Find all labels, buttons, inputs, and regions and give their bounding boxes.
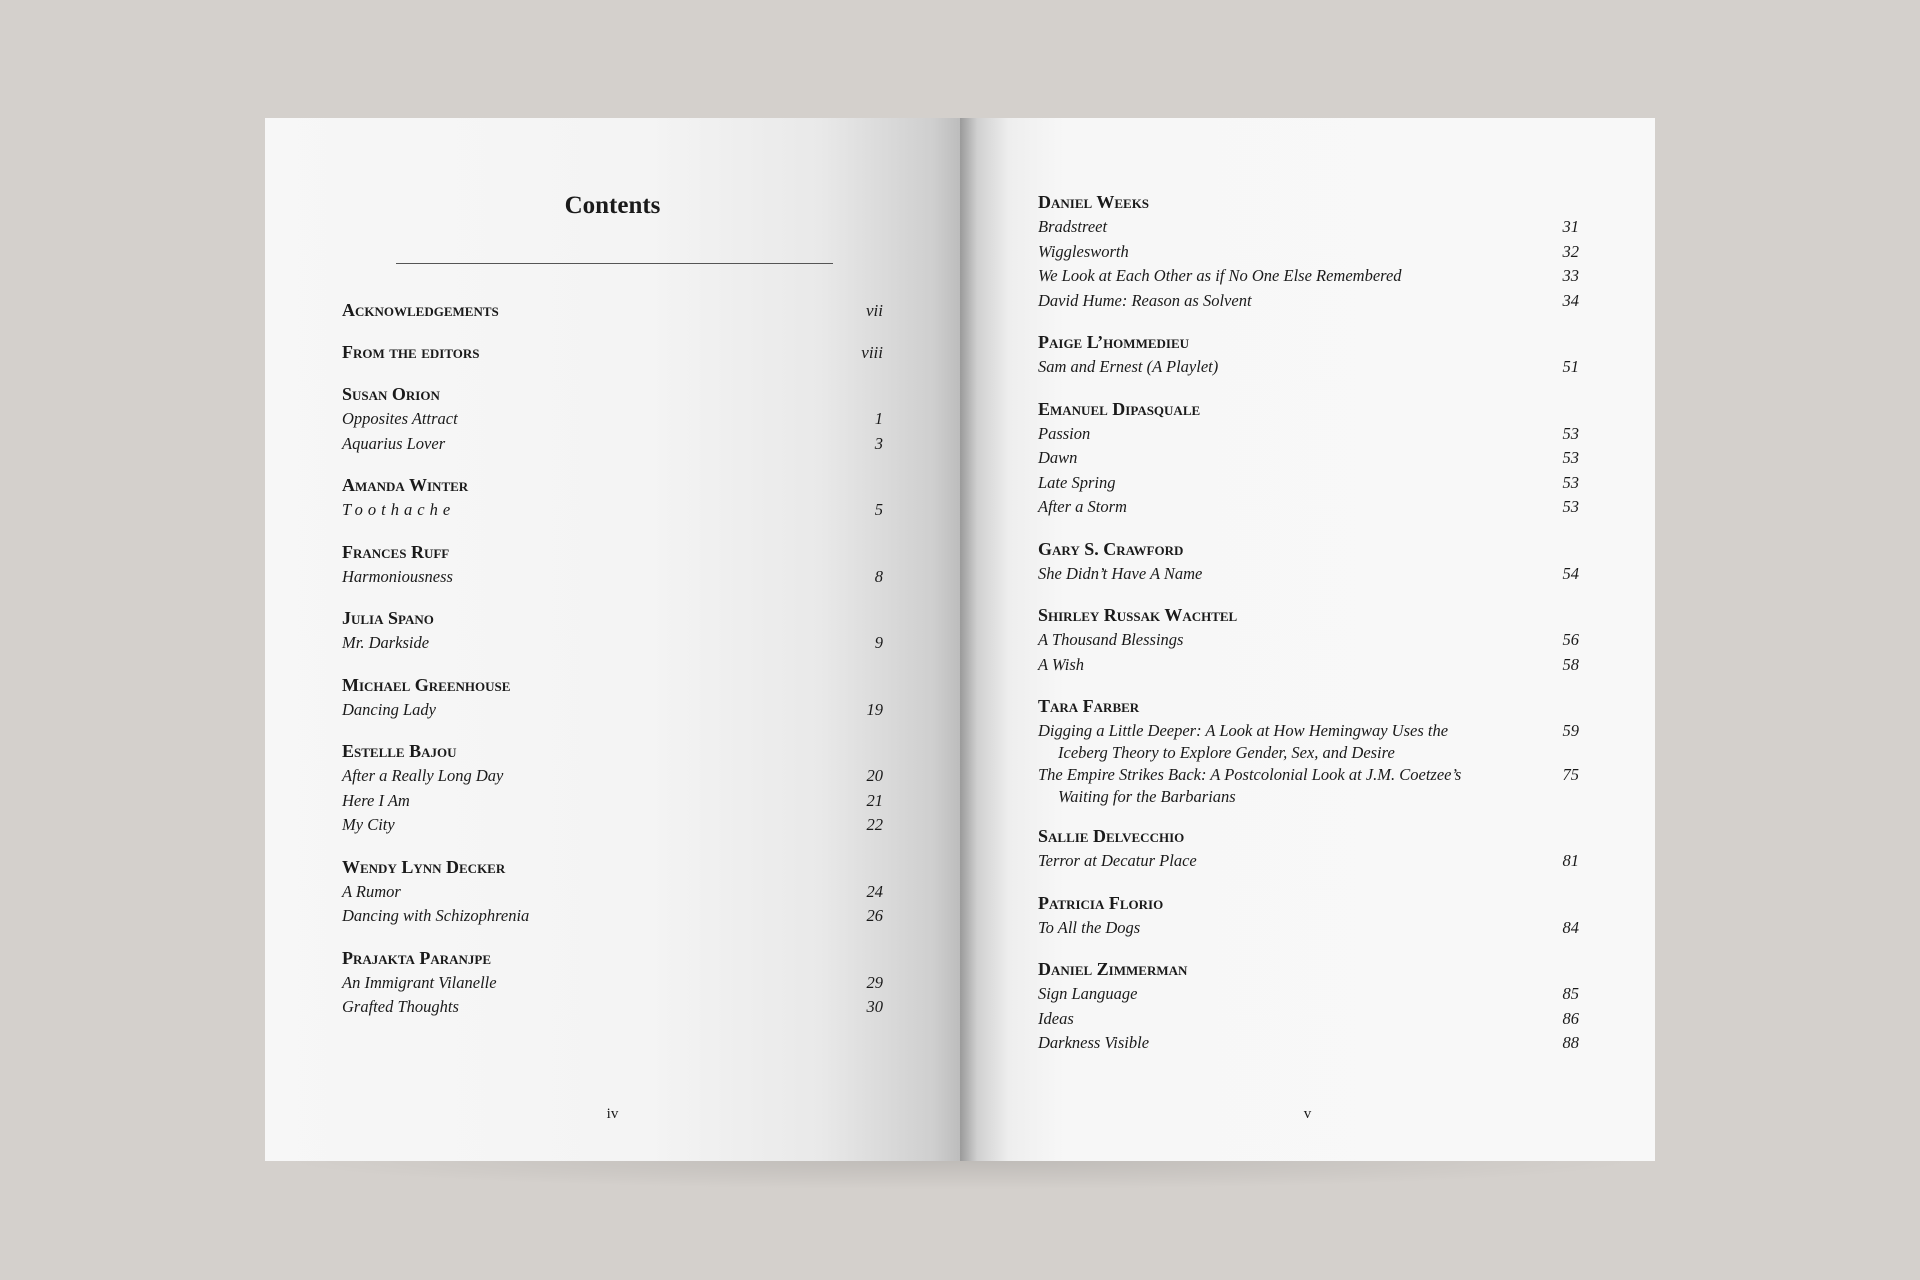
author-heading xyxy=(1038,891,1581,916)
page-ref: 32 xyxy=(1562,241,1579,261)
entry-title-line: Grafted Thoughts xyxy=(342,997,459,1016)
entry-title xyxy=(342,971,497,996)
author-heading xyxy=(342,946,885,971)
author-heading xyxy=(1038,603,1581,628)
toc-section xyxy=(342,739,885,838)
toc-entry xyxy=(342,789,885,814)
entry-title xyxy=(1038,264,1402,289)
right-page xyxy=(960,118,1655,1161)
entry-title-line: A Rumor xyxy=(342,881,401,901)
page-ref: 85 xyxy=(1562,984,1579,1003)
page-ref: 8 xyxy=(874,566,883,586)
page-ref: 53 xyxy=(1562,423,1579,443)
entry-title xyxy=(1038,653,1084,678)
page-ref: 1 xyxy=(874,409,883,428)
toc-section xyxy=(342,298,885,323)
page-ref: 34 xyxy=(1562,290,1579,310)
entry-title xyxy=(342,432,445,457)
entry-title xyxy=(342,789,410,814)
toc-section xyxy=(342,473,885,523)
toc-section xyxy=(1038,537,1581,587)
toc-entry xyxy=(1038,422,1581,447)
toc-entry xyxy=(1038,982,1581,1007)
page-ref: viii xyxy=(861,343,883,362)
toc-entry xyxy=(1038,719,1581,763)
page-ref: 29 xyxy=(866,972,883,992)
author-name: From the editors xyxy=(342,342,480,362)
page-ref: 30 xyxy=(866,997,883,1016)
toc-entry xyxy=(1038,1007,1581,1032)
author-heading xyxy=(1038,190,1581,215)
author-heading xyxy=(1038,957,1581,982)
entry-title-line: Aquarius Lover xyxy=(342,433,446,453)
left-page xyxy=(265,118,960,1161)
toc-section xyxy=(342,606,885,656)
toc-entry xyxy=(342,407,885,432)
toc-section xyxy=(342,540,885,590)
entry-title-line: Sign Language xyxy=(1038,984,1138,1003)
author-heading xyxy=(342,473,885,498)
entry-title-line: A Thousand Blessings xyxy=(1038,630,1184,649)
entry-title xyxy=(342,565,453,590)
entry-title xyxy=(342,407,458,432)
author-heading xyxy=(1038,537,1581,562)
author-name: Prajakta Paranjpe xyxy=(342,947,492,968)
entry-title xyxy=(1038,982,1137,1007)
author-name: Julia Spano xyxy=(342,608,434,628)
entry-title xyxy=(1038,215,1107,240)
author-name: Daniel Weeks xyxy=(1038,192,1150,212)
toc-entry xyxy=(342,995,885,1020)
toc-entry xyxy=(1038,495,1581,520)
toc-entry xyxy=(342,971,885,996)
entry-title xyxy=(1038,562,1202,587)
entry-title xyxy=(1038,446,1077,471)
author-name: Tara Farber xyxy=(1038,696,1140,716)
page-ref: 51 xyxy=(1562,357,1579,376)
toc-entry xyxy=(1038,763,1581,807)
entry-title xyxy=(342,698,436,723)
page-number-left: iv xyxy=(606,1106,619,1122)
entry-title-line: Sam and Ernest (A Playlet) xyxy=(1038,357,1219,376)
entry-title-line: She Didn’t Have A Name xyxy=(1038,563,1203,583)
entry-title xyxy=(1038,1007,1074,1032)
entry-title-line: Bradstreet xyxy=(1038,217,1108,236)
toc-entry xyxy=(1038,653,1581,678)
author-heading xyxy=(342,540,885,565)
toc-entry xyxy=(342,880,885,905)
entry-title-line: A Wish xyxy=(1038,654,1084,674)
page-ref: 33 xyxy=(1562,266,1579,285)
entry-title-line: Harmoniousness xyxy=(342,566,453,586)
author-heading xyxy=(1038,330,1581,355)
author-name: Emanuel Dipasquale xyxy=(1038,398,1201,419)
toc-entry xyxy=(342,565,885,590)
page-title: Contents xyxy=(564,192,661,219)
page-ref: 19 xyxy=(866,699,883,719)
page-ref: 20 xyxy=(866,766,883,785)
toc-entry xyxy=(1038,562,1581,587)
entry-title xyxy=(342,764,503,789)
entry-title-line: David Hume: Reason as Solvent xyxy=(1038,290,1252,310)
entry-title-line: After a Really Long Day xyxy=(342,766,504,785)
toc-entry xyxy=(1038,1031,1581,1056)
entry-title xyxy=(1038,471,1115,496)
entry-title xyxy=(342,995,459,1020)
page-ref: 86 xyxy=(1562,1008,1579,1028)
entry-title-line: Terror at Decatur Place xyxy=(1038,851,1197,870)
toc-left xyxy=(342,298,885,1037)
page-ref: 53 xyxy=(1562,497,1579,516)
entry-title-line: Here I Am xyxy=(342,790,410,810)
toc-section xyxy=(1038,891,1581,941)
page-ref: 56 xyxy=(1562,630,1579,649)
entry-title-line: Passion xyxy=(1038,423,1091,443)
entry-title-line: Mr. Darkside xyxy=(342,633,430,652)
page-ref: vii xyxy=(866,301,883,320)
entry-title xyxy=(1038,355,1218,380)
toc-entry xyxy=(342,698,885,723)
entry-title xyxy=(342,631,429,656)
page-ref: 24 xyxy=(866,881,883,901)
entry-title-line: My City xyxy=(342,815,395,834)
entry-title-line: Late Spring xyxy=(1038,472,1116,492)
author-heading xyxy=(1038,694,1581,719)
entry-title xyxy=(1038,628,1183,653)
toc-entry xyxy=(342,432,885,457)
entry-title xyxy=(342,498,455,523)
toc-section xyxy=(342,946,885,1020)
author-name: Susan Orion xyxy=(342,384,440,404)
toc-section xyxy=(1038,694,1581,807)
author-name: Patricia Florio xyxy=(1038,892,1164,913)
page-ref: 58 xyxy=(1562,654,1579,674)
entry-title xyxy=(1038,916,1140,941)
entry-title xyxy=(1038,289,1252,314)
toc-entry xyxy=(1038,849,1581,874)
author-heading xyxy=(342,855,885,880)
entry-title xyxy=(1038,240,1129,265)
entry-title-line: Wigglesworth xyxy=(1038,241,1129,261)
author-heading xyxy=(342,382,885,407)
author-name: Shirley Russak Wachtel xyxy=(1038,605,1238,625)
page-ref: 31 xyxy=(1562,217,1579,236)
author-heading xyxy=(1038,397,1581,422)
toc-entry xyxy=(342,498,885,523)
author-name: Paige L’hommedieu xyxy=(1038,332,1190,352)
entry-title-line: Ideas xyxy=(1038,1008,1074,1028)
author-heading xyxy=(342,606,885,631)
toc-entry xyxy=(1038,471,1581,496)
author-name: Wendy Lynn Decker xyxy=(342,856,506,877)
entry-title-line: Dancing Lady xyxy=(342,699,436,719)
toc-entry xyxy=(1038,916,1581,941)
entry-title-line: After a Storm xyxy=(1038,497,1127,516)
page-ref: 54 xyxy=(1562,563,1579,583)
toc-section xyxy=(1038,603,1581,677)
entry-title-line: Toothache xyxy=(342,500,456,519)
entry-title xyxy=(342,904,529,929)
toc-entry xyxy=(1038,355,1581,380)
page-ref: 3 xyxy=(874,433,883,453)
entry-title xyxy=(1038,495,1127,520)
author-heading xyxy=(342,298,885,323)
author-name: Sallie Delvecchio xyxy=(1038,826,1185,846)
toc-section xyxy=(1038,190,1581,313)
page-ref: 88 xyxy=(1562,1033,1579,1052)
page-ref: 5 xyxy=(874,500,883,519)
page-ref: 21 xyxy=(866,790,883,810)
page-ref: 26 xyxy=(866,906,883,925)
entry-title-line: We Look at Each Other as if No One Else Remembered xyxy=(1038,266,1402,285)
author-name: Michael Greenhouse xyxy=(342,674,511,695)
toc-section xyxy=(342,340,885,365)
page-ref: 53 xyxy=(1562,472,1579,492)
entry-title-line: Iceberg Theory to Explore Gender, Sex, and Desire xyxy=(1058,742,1395,762)
entry-title-line: Digging a Little Deeper: A Look at How Hemingway Uses the xyxy=(1038,721,1449,740)
entry-title xyxy=(1038,422,1090,447)
author-heading xyxy=(342,673,885,698)
toc-entry xyxy=(1038,446,1581,471)
entry-title-line: Dancing with Schizophrenia xyxy=(342,906,530,925)
page-number-right: v xyxy=(1303,1106,1312,1122)
toc-entry xyxy=(342,813,885,838)
toc-section xyxy=(1038,957,1581,1056)
page-ref: 59 xyxy=(1562,721,1579,740)
title-rule xyxy=(396,263,833,264)
toc-entry xyxy=(342,764,885,789)
author-name: Gary S. Crawford xyxy=(1038,538,1184,559)
toc-section xyxy=(342,673,885,723)
entry-title-line: Opposites Attract xyxy=(342,409,458,428)
entry-title xyxy=(342,813,395,838)
page-ref: 9 xyxy=(874,633,883,652)
entry-title-line: Waiting for the Barbarians xyxy=(1058,786,1236,806)
entry-title xyxy=(342,880,401,905)
toc-entry xyxy=(1038,240,1581,265)
toc-entry xyxy=(1038,264,1581,289)
toc-section xyxy=(1038,397,1581,520)
toc-section xyxy=(342,382,885,456)
author-heading xyxy=(342,739,885,764)
author-name: Frances Ruff xyxy=(342,541,450,562)
toc-entry xyxy=(1038,289,1581,314)
page-ref: 75 xyxy=(1562,765,1579,784)
entry-title xyxy=(1038,763,1461,807)
entry-title-line: The Empire Strikes Back: A Postcolonial Look at J.M. Coetzee’s xyxy=(1038,765,1462,784)
page-ref: 53 xyxy=(1562,448,1579,467)
entry-title-line: Dawn xyxy=(1038,448,1078,467)
author-name: Daniel Zimmerman xyxy=(1038,959,1188,979)
toc-entry xyxy=(342,904,885,929)
author-name: Estelle Bajou xyxy=(342,741,457,761)
entry-title-line: An Immigrant Vilanelle xyxy=(342,972,497,992)
page-ref: 81 xyxy=(1562,851,1579,870)
author-heading xyxy=(342,340,885,365)
entry-title xyxy=(1038,849,1197,874)
entry-title-line: To All the Dogs xyxy=(1038,917,1141,937)
toc-entry xyxy=(1038,628,1581,653)
toc-section xyxy=(1038,824,1581,874)
page-ref: 22 xyxy=(866,815,883,834)
author-name: Acknowledgements xyxy=(342,300,499,320)
author-name: Amanda Winter xyxy=(342,475,469,495)
toc-section xyxy=(342,855,885,929)
toc-entry xyxy=(342,631,885,656)
toc-section xyxy=(1038,330,1581,380)
entry-title-line: Darkness Visible xyxy=(1038,1033,1150,1052)
page-ref: 84 xyxy=(1562,917,1579,937)
author-heading xyxy=(1038,824,1581,849)
toc-right xyxy=(1038,190,1581,1073)
toc-entry xyxy=(1038,215,1581,240)
entry-title xyxy=(1038,1031,1149,1056)
entry-title xyxy=(1038,719,1448,763)
